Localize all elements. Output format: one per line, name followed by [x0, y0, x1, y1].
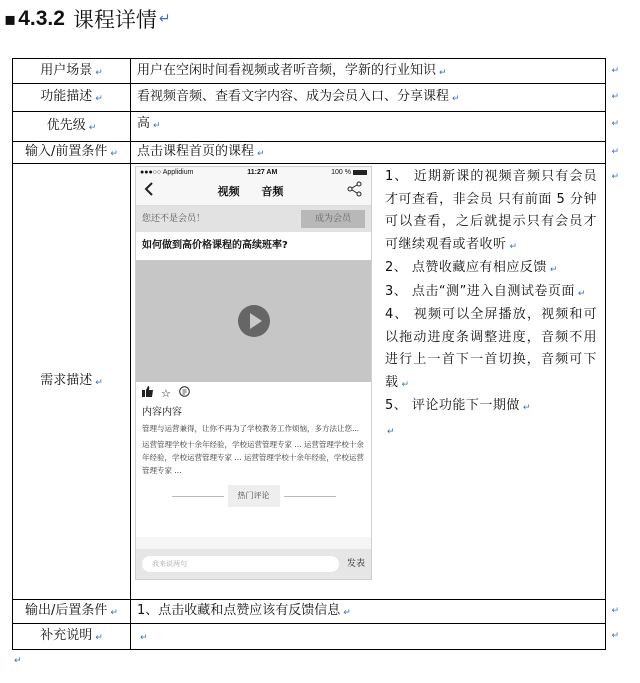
table-row: [13, 600, 606, 624]
star-icon[interactable]: ☆: [161, 387, 171, 400]
row-value: 用户在空闲时间看视频或者听音频，学新的行业知识 ↵ ↵: [131, 59, 606, 84]
back-icon[interactable]: [144, 182, 154, 202]
row-value: ●●●○○ Applidium 11:27 AM 100 % 视频 音频 您还不是会员！ 成为会员 如何做到高价格课程的高续班率? ☆ 内容内容 管理与运营兼得，让你不再为了学校教务工作烦恼，多方法让您... 运营管理学校十余年经验，学校运营管理专家 ... 运营管理学校十余年经验，学校运营管理专家 ... 运营管理学校十余年经验，学校运营管理专家 ... 热门评论 我来说两句 发表 1、 近期新课的视频音频只有会员才可查看，非会员 只有前面 5 分钟可以查看，之后就提示只有会员才可继续观看或者收听 ↵ 2、 点赞收藏应有相应反馈 ↵ 3、 点击“测”进入自测试卷页面 ↵ 4、 视频可以全屏播放，视频和可以拖动进度条调整进度，音频不用进行上一首下一首切换，音频可下载 ↵ 5、 评论功能下一期做 ↵ ↵ ↵: [131, 164, 606, 600]
table-row: [13, 84, 606, 112]
video-player[interactable]: [136, 260, 371, 382]
row-label: 输出/后置条件 ↵: [13, 600, 131, 624]
row-label: 功能描述 ↵: [13, 84, 131, 112]
list-item: 3、 点击“测”进入自测试卷页面 ↵: [385, 283, 586, 299]
course-title: 如何做到高价格课程的高续班率?: [136, 232, 371, 260]
content-heading: 内容内容: [142, 407, 182, 418]
section-title: 课程详情: [72, 8, 157, 32]
section-heading: [4, 4, 171, 34]
content-area: [136, 382, 371, 537]
row-label: 优先级 ↵: [13, 112, 131, 142]
status-bar: ●●●○○ Applidium 11:27 AM 100 %: [136, 167, 371, 179]
table-row: [13, 59, 606, 84]
battery-icon: [353, 170, 367, 175]
row-value: ↵ ↵: [131, 624, 606, 650]
share-icon[interactable]: [347, 181, 363, 203]
list-item: 1、 近期新课的视频音频只有会员才可查看，非会员 只有前面 5 分钟可以查看，之后就提示只有会员才可继续观看或者收听 ↵: [385, 169, 597, 252]
row-label: 输入/前置条件 ↵: [13, 142, 131, 164]
row-label: 补充说明 ↵: [13, 624, 131, 650]
list-item: 5、 评论功能下一期做 ↵: [385, 398, 531, 413]
hot-comments-divider: 热门评论: [142, 485, 365, 507]
section-number: 4.3.2: [18, 7, 65, 30]
comment-bar: [136, 549, 371, 579]
paragraph-mark-icon: ↵: [158, 11, 171, 27]
spec-table: [12, 58, 619, 650]
nav-bar: [136, 179, 371, 206]
become-member-button[interactable]: 成为会员: [301, 210, 365, 228]
table-row: [13, 142, 606, 164]
play-icon[interactable]: [238, 305, 270, 337]
row-label: 需求描述 ↵: [13, 164, 131, 600]
tab-audio[interactable]: 音频: [261, 185, 284, 198]
row-label: 用户场景 ↵: [13, 59, 131, 84]
requirements-list: 1、 近期新课的视频音频只有会员才可查看，非会员 只有前面 5 分钟可以查看，之后就提示只有会员才可继续观看或者收听 ↵ 2、 点赞收藏应有相应反馈 ↵ 3、 点击“测”进入自测试卷页面 ↵ 4、 视频可以全屏播放，视频和可以拖动进度条调整进度，音频不用进行上一首下一首切换，音频可下载 ↵ 5、 评论功能下一期做 ↵ ↵: [385, 166, 597, 580]
list-item: 2、 点赞收藏应有相应反馈 ↵: [385, 260, 558, 275]
row-value: 高 ↵ ↵: [131, 112, 606, 142]
test-icon[interactable]: [179, 385, 190, 403]
action-bar: [142, 386, 365, 402]
comment-input[interactable]: 我来说两句: [142, 556, 339, 572]
row-value: 看视频音频、查看文字内容、成为会员入口、分享课程 ↵ ↵: [131, 84, 606, 112]
send-button[interactable]: 发表: [346, 559, 365, 569]
row-value: 点击课程首页的课程 ↵ ↵: [131, 142, 606, 164]
paragraph-mark-icon: ↵: [14, 656, 22, 666]
content-paragraph: 管理与运营兼得，让你不再为了学校教务工作烦恼，多方法让您...: [142, 424, 360, 433]
row-value: 1、点击收藏和点赞应该有反馈信息 ↵ ↵: [131, 600, 606, 624]
phone-mockup: [135, 166, 372, 580]
content-paragraph: 运营管理学校十余年经验，学校运营管理专家 ... 运营管理学校十余年经验，学校运营管理专家 ... 运营管理学校十余年经验，学校运营管理专家 ...: [142, 440, 364, 475]
list-item: 4、 视频可以全屏播放，视频和可以拖动进度条调整进度，音频不用进行上一首下一首切换，音频可下载 ↵: [385, 307, 597, 390]
heading-bullet: ▪: [4, 8, 17, 30]
table-row: [13, 624, 606, 650]
table-row: [13, 112, 606, 142]
table-row: [13, 164, 606, 600]
member-banner: 您还不是会员！ 成为会员: [136, 206, 371, 232]
tab-video[interactable]: 视频: [217, 185, 240, 198]
thumbs-up-icon[interactable]: [142, 385, 153, 403]
